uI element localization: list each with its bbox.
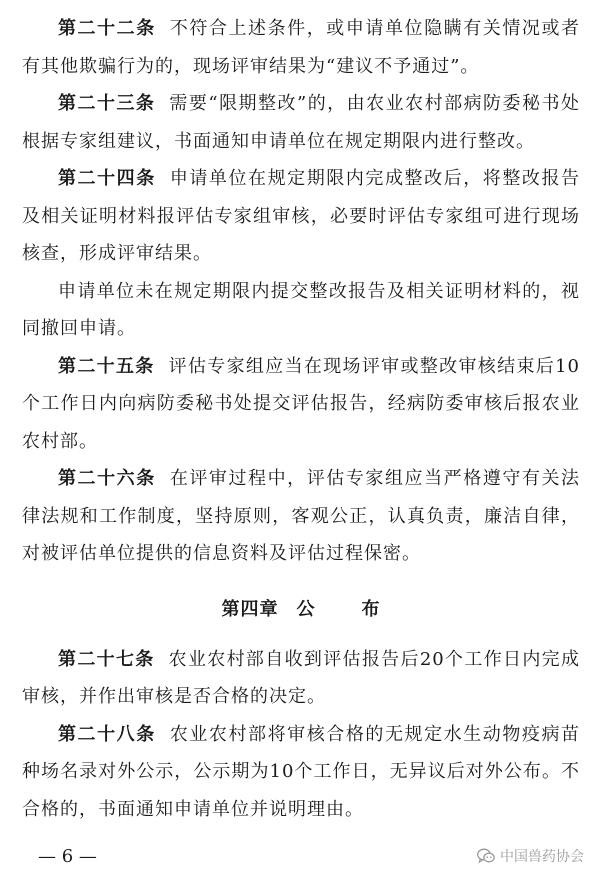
article-text: 在评审过程中，评估专家组应当严格遵守有关法律法规和工作制度，坚持原则，客观公正，认真负责，廉洁自律，对被评估单位提供的信息资料及评估过程保密。	[22, 468, 581, 564]
article-text: 需要“限期整改”的，由农业农村部病防委秘书处根据专家组建议，书面通知申请单位在规定期限内进行整改。	[22, 93, 580, 152]
article-23	[22, 85, 580, 160]
article-number: 第二十八条	[58, 723, 156, 745]
watermark	[477, 846, 584, 866]
article-25	[22, 348, 580, 461]
article-22	[22, 10, 580, 85]
article-24	[22, 160, 580, 273]
article-text: 农业农村部自收到评估报告后20个工作日内完成审核，并作出审核是否合格的决定。	[22, 648, 581, 707]
article-26	[22, 460, 580, 573]
article-text: 申请单位在规定期限内完成整改后，将整改报告及相关证明材料报评估专家组审核，必要时评估专家组可进行现场核查，形成评审结果。	[22, 168, 581, 264]
plain-paragraph	[22, 273, 580, 348]
paragraph-text: 申请单位未在规定期限内提交整改报告及相关证明材料的，视同撤回申请。	[22, 280, 580, 339]
article-text: 评估专家组应当在现场评审或整改审核结束后10个工作日内向病防委秘书处提交评估报告，经病防委审核后报农业农村部。	[22, 355, 581, 452]
chapter-title-a: 公	[296, 598, 316, 620]
article-number: 第二十五条	[58, 355, 155, 377]
article-number: 第二十三条	[58, 93, 156, 114]
article-number: 第二十六条	[58, 468, 156, 489]
article-28	[22, 716, 580, 829]
chapter-number: 第四章	[221, 598, 279, 620]
article-text: 不符合上述条件，或申请单位隐瞒有关情况或者有其他欺骗行为的，现场评审结果为“建议不予通过”。	[22, 18, 581, 77]
article-text: 农业农村部将审核合格的无规定水生动物疫病苗种场名录对外公示，公示期为10个工作日，无异议后对外公布。不合格的，书面通知申请单位并说明理由。	[22, 723, 581, 820]
document-page	[22, 10, 580, 828]
article-27	[22, 641, 580, 716]
chapter-heading	[22, 595, 580, 621]
wechat-icon	[477, 848, 495, 864]
watermark-text: 中国兽药协会	[500, 849, 584, 865]
article-number: 第二十四条	[58, 168, 156, 189]
page-number: — 6 —	[38, 846, 97, 867]
chapter-title-b: 布	[361, 598, 381, 620]
article-number: 第二十七条	[58, 648, 155, 670]
article-number: 第二十二条	[58, 18, 156, 39]
